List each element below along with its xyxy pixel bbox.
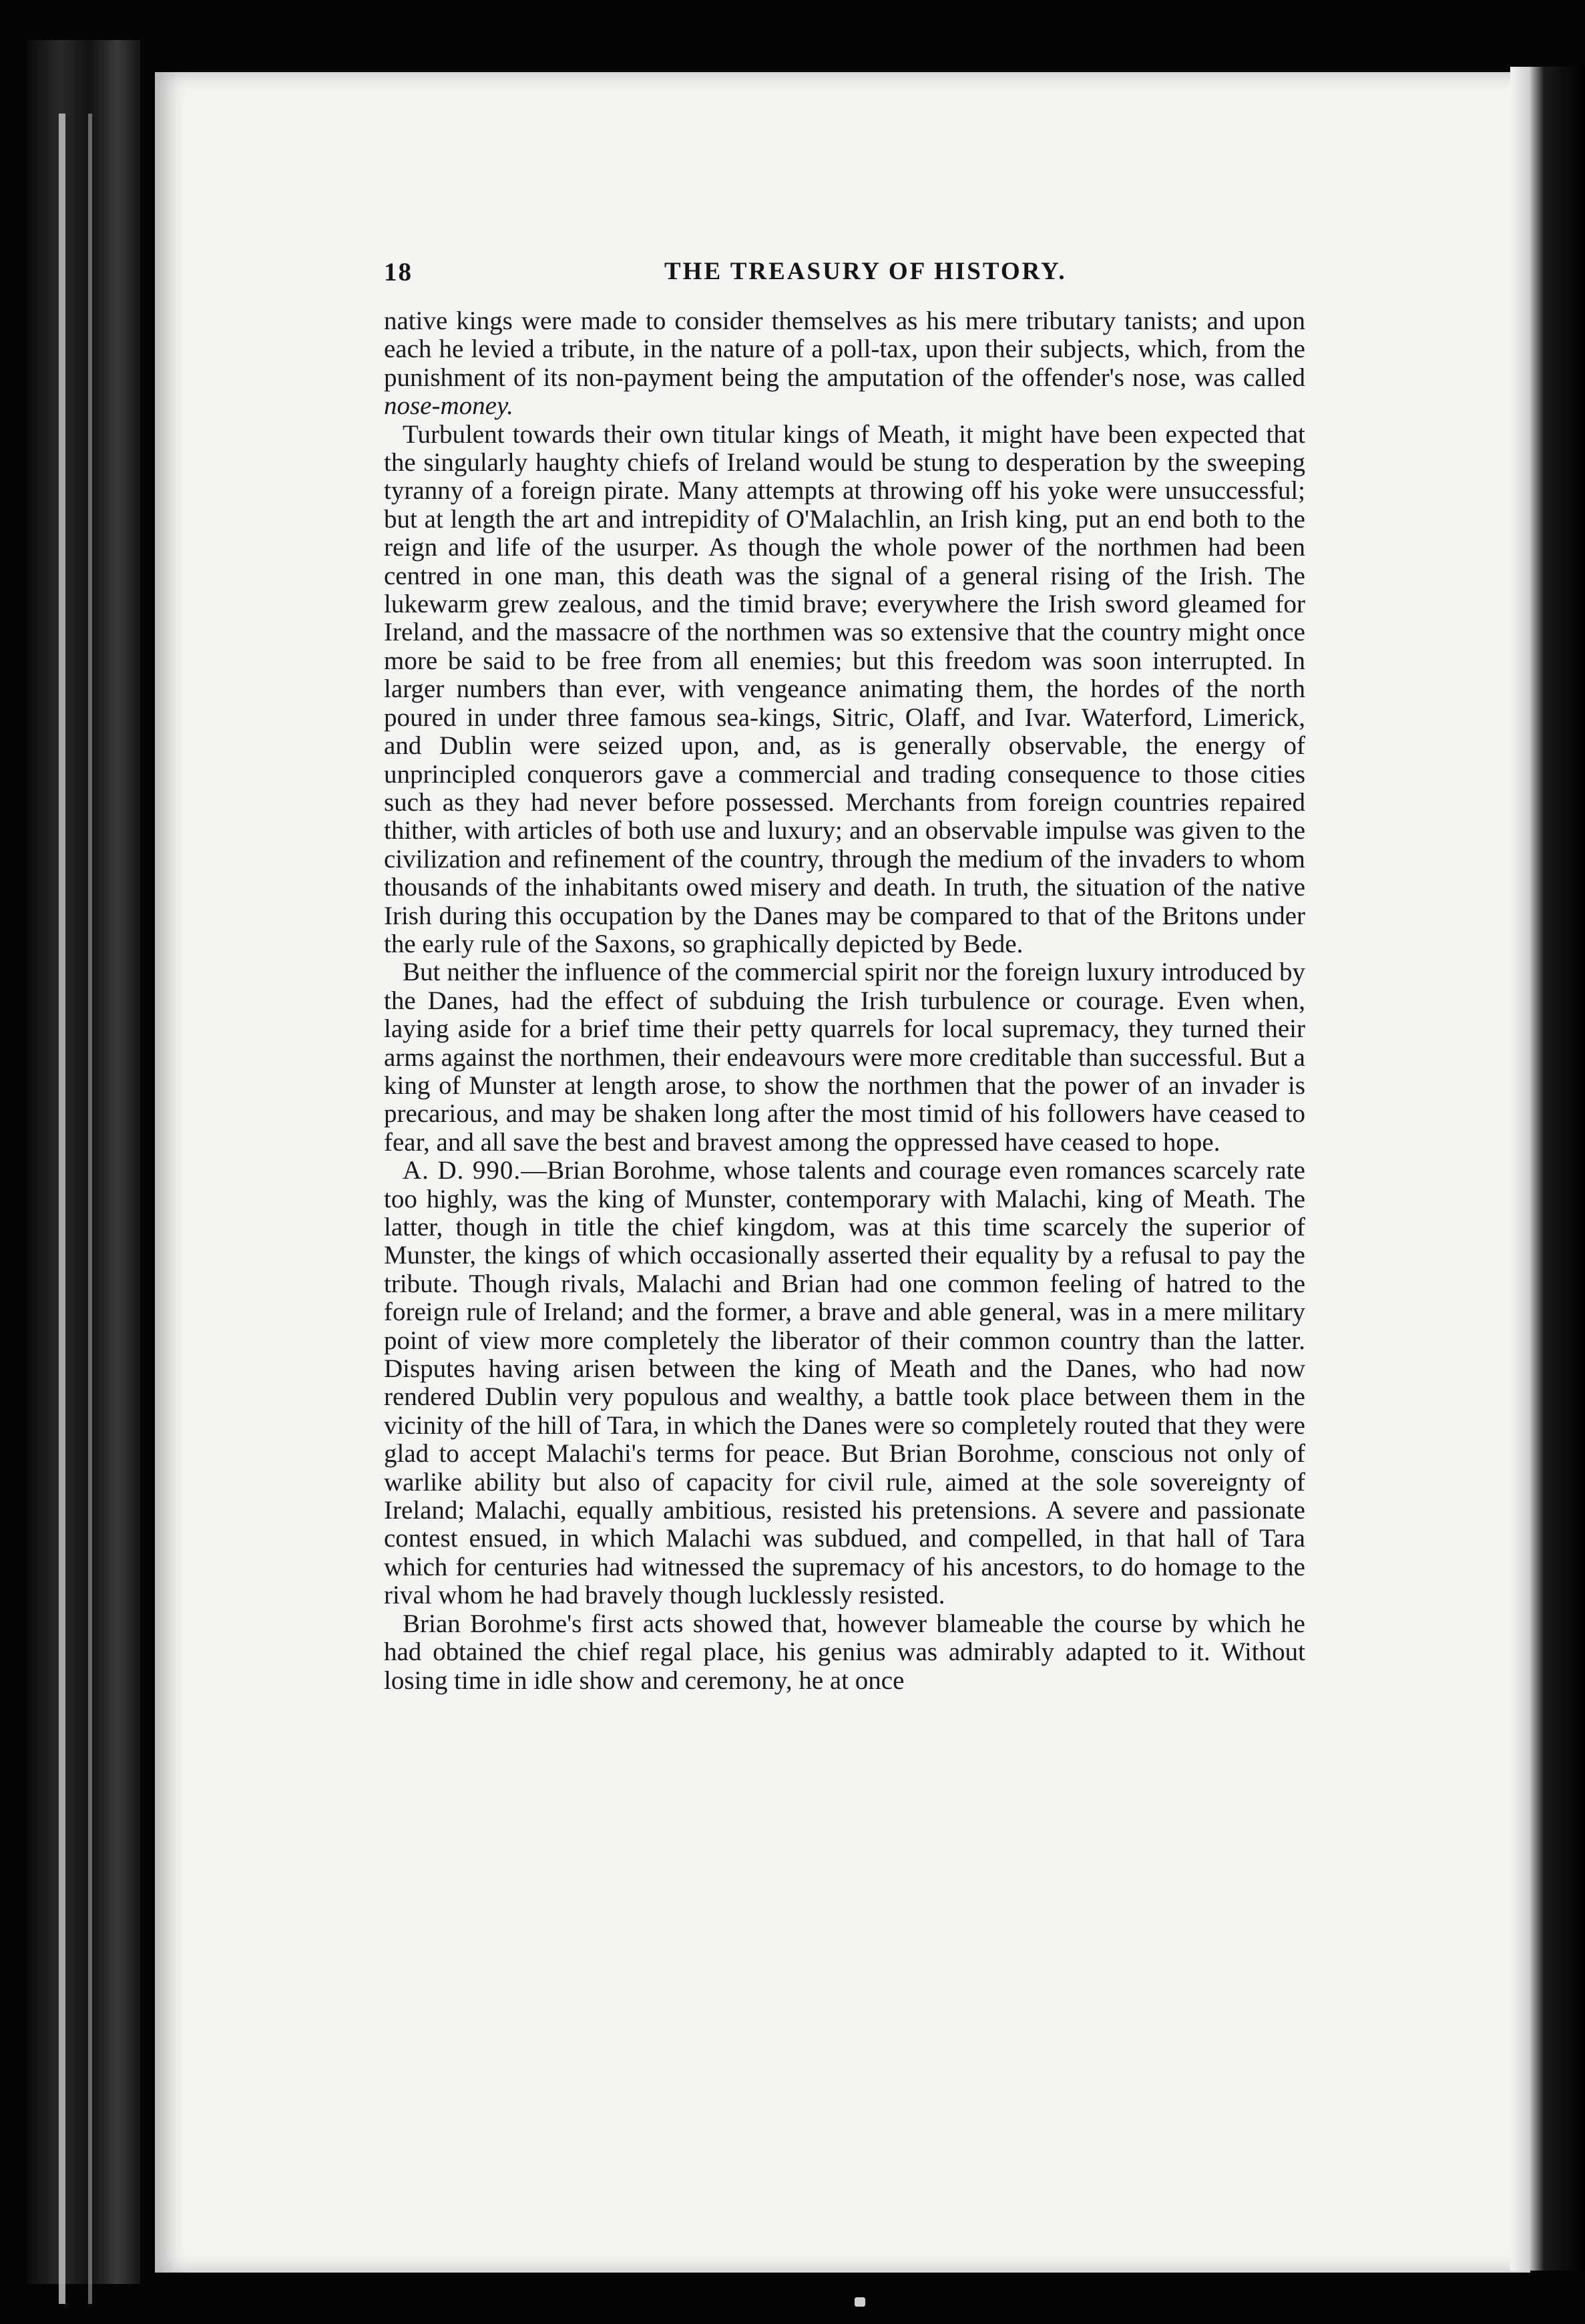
paragraph: Turbulent towards their own titular kings of Meath, it might have been expected that the singularly haughty chiefs of Ireland would be stung to desperation by the sweeping tyranny of a foreign pirate. Many attempts at throwing off his yoke were unsuccessful; but at length the art and intrepidity of O'Malachlin, an Irish king, put an end both to the reign and life of the usurper. As though the whole power of the northmen had been centred in one man, this death was the signal of a general rising of the Irish. The lukewarm grew zealous, and the timid brave; everywhere the Irish sword gleamed for Ireland, and the massacre of the northmen was so extensive that the country might once more be said to be free from all enemies; but this freedom was soon interrupted. In larger numbers than ever, with vengeance animating them, the hordes of the north poured in under three famous sea-kings, Sitric, Olaff, and Ivar. Waterford, Limerick, and Dublin were seized upon, and, as is generally observable, the energy of unprincipled conquerors gave a commercial and trading consequence to those cities such as they had never before possessed. Merchants from foreign countries repaired thither, with articles of both use and luxury; and an observable impulse was given to the civilization and refinement of the country, through the medium of the invaders to whom thousands of the inhabitants owed misery and death. In truth, the situation of the native Irish during this occupation by the Danes may be compared to that of the Britons under the early rule of the Saxons, so graphically depicted by Bede. [384, 419, 1305, 958]
binding-edge-line [88, 114, 92, 2304]
paragraph [384, 307, 1305, 421]
paragraph-text: native kings were made to consider themselves as his mere tributary tanists; and upon each he levied a tribute, in the nature of a poll-tax, upon their subjects, which, from the punishment of its non-payment being the amputation of the offender's nose, was called [384, 307, 1305, 392]
date-lead: A. D. 990. [403, 1156, 521, 1185]
italic-term: nose-money. [384, 391, 513, 421]
scan-speck [855, 2297, 865, 2307]
binding-edge-line [59, 114, 65, 2304]
paragraph-text: —Brian Borohme, whose talents and courage even romances scarcely rate too highly, was the king of Munster, contemporary with Malachi, king of Meath. The latter, though in title the chief kingdom, was at this time scarcely the superior of Munster, the kings of which occasionally asserted their equality by a refusal to pay the tribute. Though rivals, Malachi and Brian had one common feeling of hatred to the foreign rule of Ireland; and the former, a brave and able general, was in a mere military point of view more completely the liberator of their common country than the latter. Disputes having arisen between the king of Meath and the Danes, who had now rendered Dublin very populous and wealthy, a battle took place between them in the vicinity of the hill of Tara, in which the Danes were so completely routed that they were glad to accept Malachi's terms for peace. But Brian Borohme, conscious not only of warlike ability but also of capacity for civil rule, aimed at the sole sovereignty of Ireland; Malachi, equally ambitious, resisted his pretensions. A severe and passionate contest ensued, in which Malachi was subdued, and compelled, in that hall of Tara which for centuries had witnessed the supremacy of his ancestors, to do homage to the rival whom he had bravely though lucklessly resisted. [384, 1156, 1305, 1610]
paragraph [384, 1157, 1305, 1610]
paragraph: But neither the influence of the commercial spirit nor the foreign luxury introduced by the Danes, had the effect of subduing the Irish turbulence or courage. Even when, laying aside for a brief time their petty quarrels for local supremacy, they turned their arms against the northmen, their endeavours were more creditable than successful. But a king of Munster at length arose, to show the northmen that the power of an invader is precarious, and may be shaken long after the most timid of his followers have ceased to fear, and all save the best and bravest among the oppressed have ceased to hope. [384, 958, 1305, 1157]
book-binding-gutter [27, 40, 140, 2284]
body-text [384, 307, 1305, 1695]
running-title: THE TREASURY OF HISTORY. [664, 258, 1067, 285]
paragraph: Brian Borohme's first acts showed that, however blameable the course by which he had obtained the chief regal place, his genius was admirably adapted to it. Without losing time in idle show and ceremony, he at once [384, 1609, 1305, 1695]
running-head [384, 257, 1319, 295]
page-number: 18 [384, 258, 413, 286]
facing-page-edge [1510, 67, 1585, 2271]
